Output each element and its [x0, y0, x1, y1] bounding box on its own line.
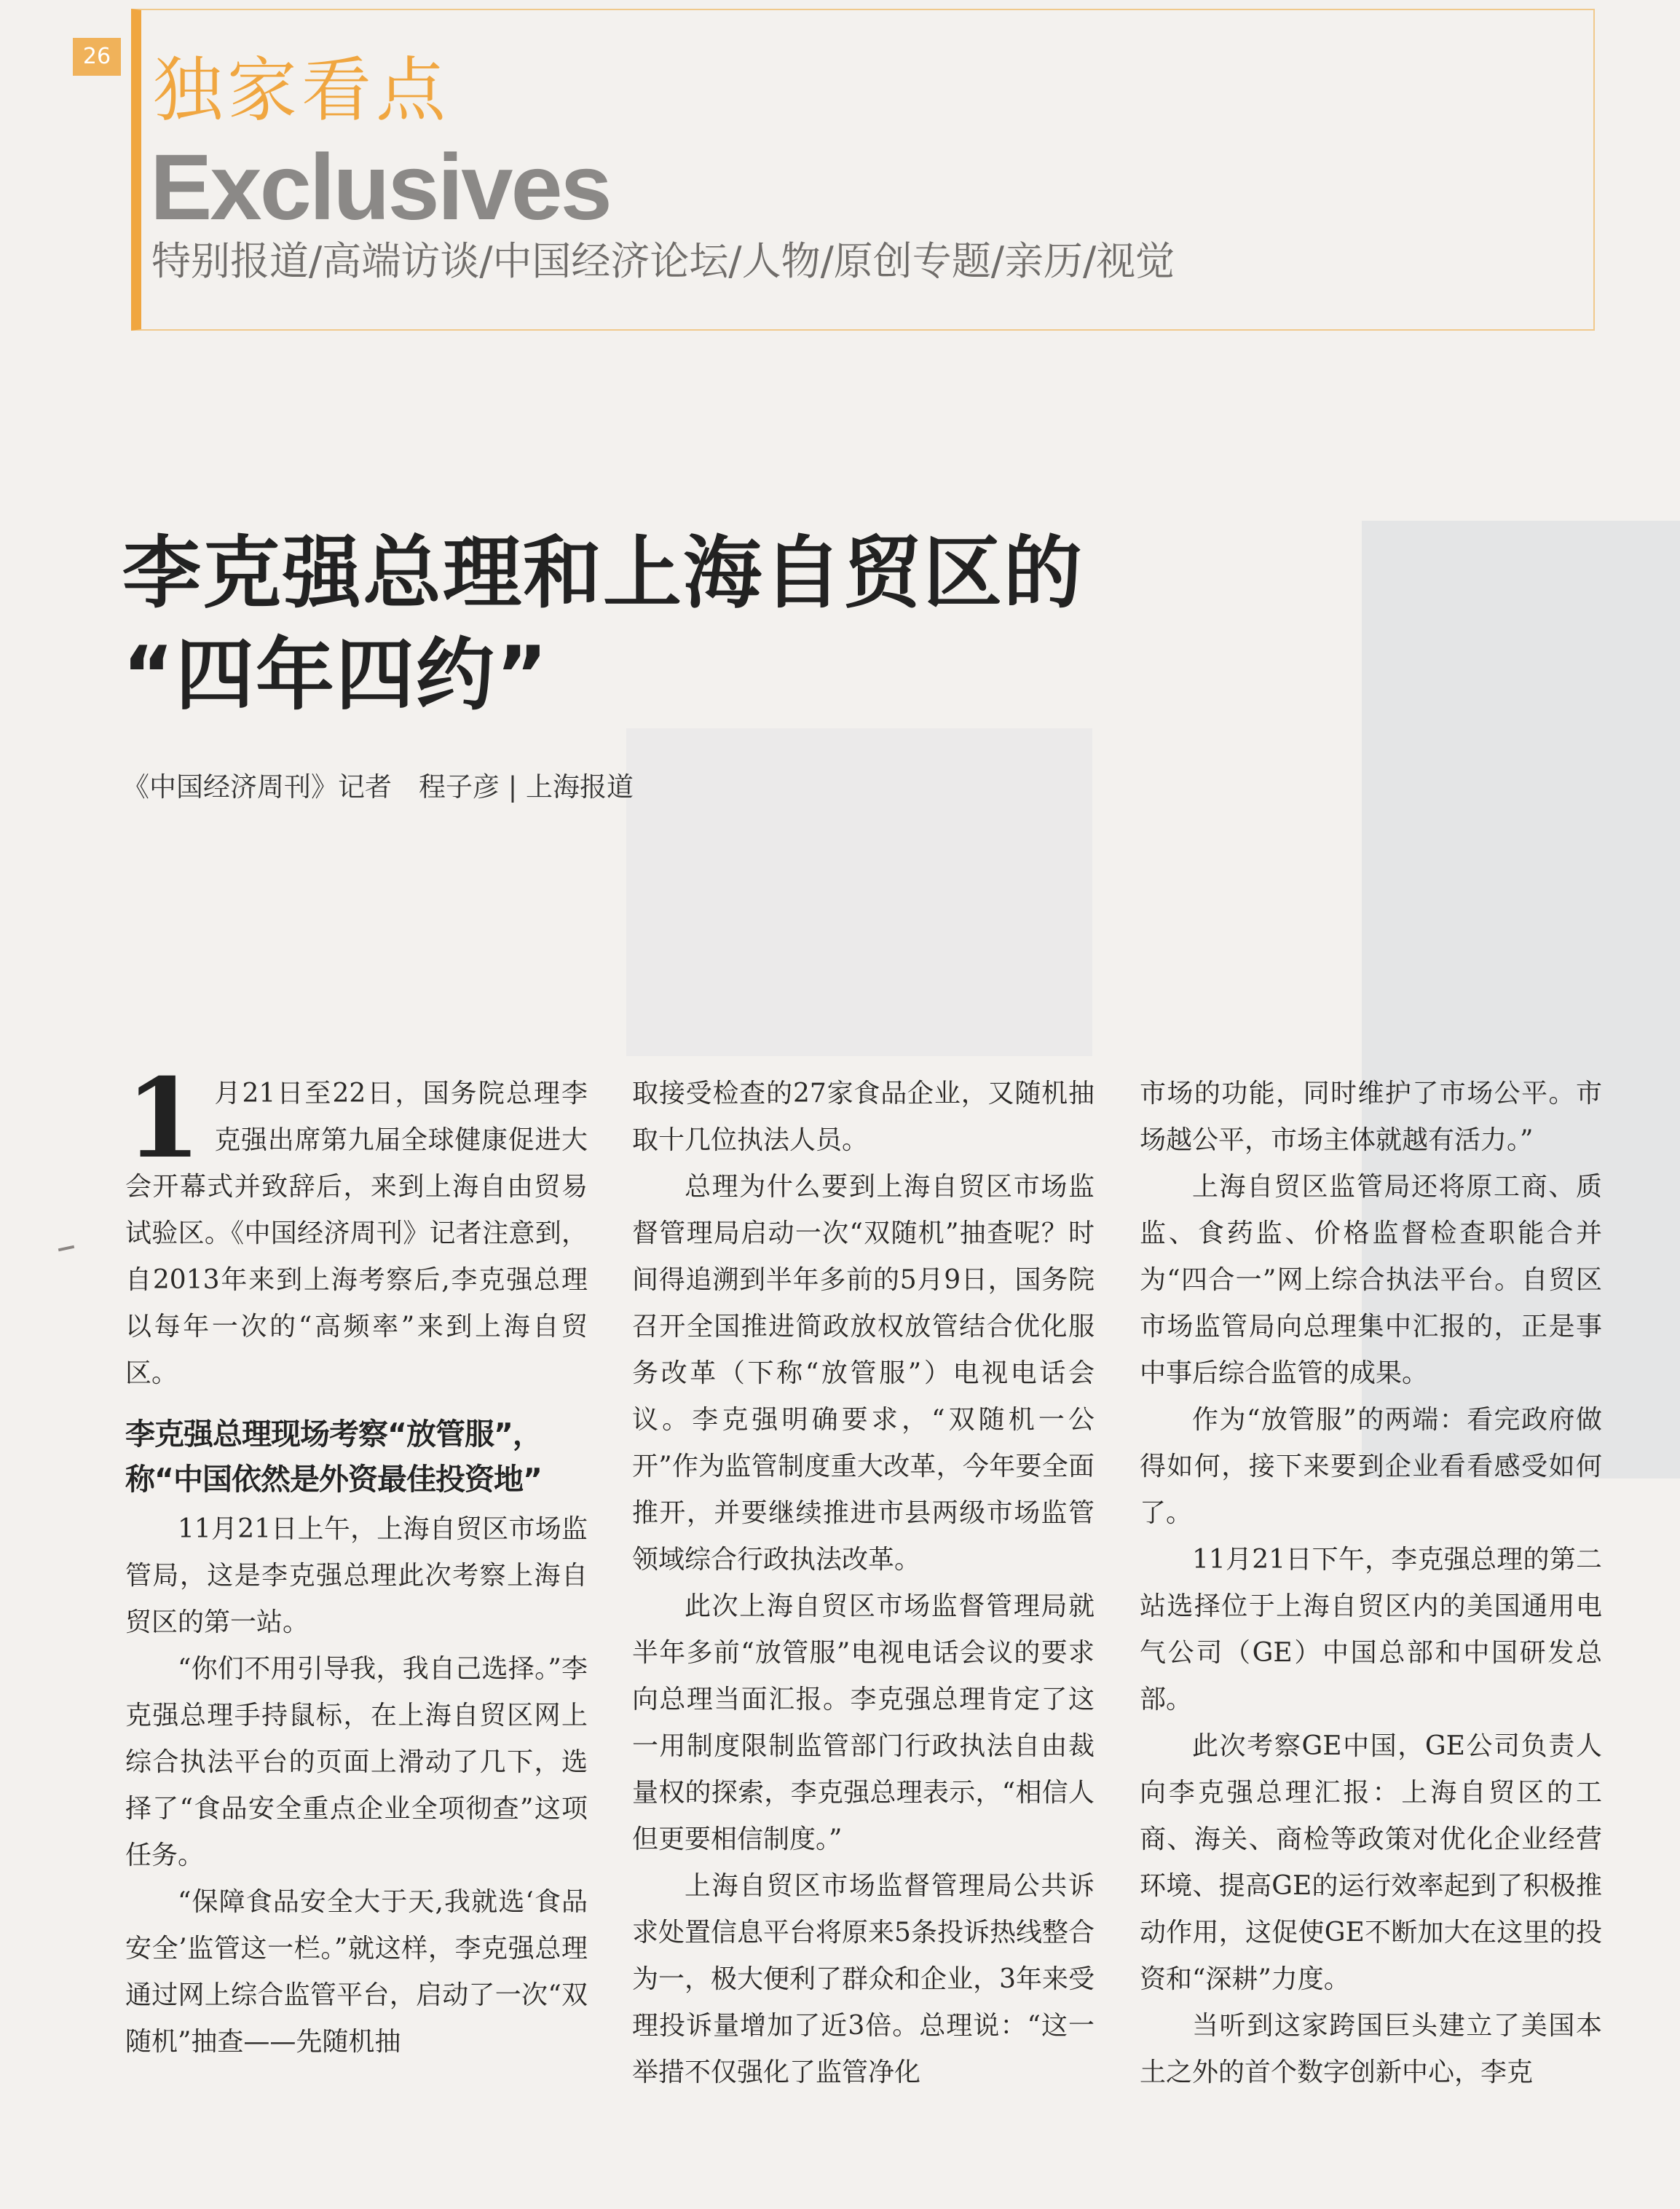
article-column-2: [632, 1071, 1095, 2096]
paragraph: 此次考察GE中国，GE公司负责人向李克强总理汇报：上海自贸区的工商、海关、商检等政策对优化企业经营环境、提高GE的运行效率起到了积极推动作用，这促使GE不断加大在这里的投资和“深耕”力度。: [1140, 1731, 1602, 1994]
margin-mark: [58, 1245, 74, 1251]
drop-cap: 1: [125, 1055, 202, 1183]
paragraph: 作为“放管服”的两端：看完政府做得如何，接下来要到企业看看感受如何了。: [1140, 1405, 1602, 1528]
paragraph: 市场的功能，同时维护了市场公平。市场越公平，市场主体就越有活力。”: [1140, 1079, 1602, 1155]
paragraph: 当听到这家跨国巨头建立了美国本土之外的首个数字创新中心，李克: [1140, 2011, 1602, 2087]
paragraph: 取接受检查的27家食品企业，又随机抽取十几位执法人员。: [632, 1079, 1095, 1155]
section-title-cn: 独家看点: [153, 50, 450, 131]
paragraph: “保障食品安全大于天,我就选‘食品安全’监管这一栏。”就这样，李克强总理通过网上综合监管平台，启动了一次“双随机”抽查——先随机抽: [125, 1887, 588, 2057]
headline-line-2: “四年四约”: [122, 630, 549, 721]
article-column-1: [125, 1055, 588, 2066]
paragraph: 上海自贸区监管局还将原工商、质监、食药监、价格监督检查职能合并为“四合一”网上综合执法平台。自贸区市场监管局向总理集中汇报的，正是事中事后综合监管的成果。: [1140, 1172, 1602, 1388]
headline-line-1: 李克强总理和上海自贸区的: [122, 528, 1084, 619]
page-number: 26: [73, 38, 121, 76]
article-column-3: [1140, 1071, 1602, 2096]
article-subheading: 李克强总理现场考察“放管服”，称“中国依然是外资最佳投资地”: [125, 1417, 542, 1497]
article-byline: 《中国经济周刊》记者 程子彦 | 上海报道: [122, 771, 634, 803]
article-headline: [122, 523, 1084, 727]
paragraph: 11月21日下午，李克强总理的第二站选择位于上海自贸区内的美国通用电气公司（GE）中国总部和中国研发总部。: [1140, 1545, 1602, 1714]
paragraph: “你们不用引导我，我自己选择。”李克强总理手持鼠标，在上海自贸区网上综合执法平台的页面上滑动了几下，选择了“食品安全重点企业全项彻查”这项任务。: [125, 1654, 588, 1870]
paragraph: 总理为什么要到上海自贸区市场监督管理局启动一次“双随机”抽查呢？时间得追溯到半年多前的5月9日，国务院召开全国推进简政放权放管结合优化服务改革（下称“放管服”）电视电话会议。李克强明确要求，“双随机一公开”作为监管制度重大改革，今年要全面推开，并要继续推进市县两级市场监管领域综合行政执法改革。: [632, 1172, 1095, 1575]
paragraph: 11月21日上午，上海自贸区市场监管局，这是李克强总理此次考察上海自贸区的第一站。: [125, 1514, 588, 1637]
paragraph: 此次上海自贸区市场监督管理局就半年多前“放管服”电视电话会议的要求向总理当面汇报。李克强总理肯定了这一用制度限制监管部门行政执法自由裁量权的探索，李克强总理表示，“相信人但更要相信制度。”: [632, 1591, 1095, 1854]
section-title-en: Exclusives: [150, 135, 610, 240]
paragraph: 月21日至22日，国务院总理李克强出席第九届全球健康促进大会开幕式并致辞后，来到上海自由贸易试验区。《中国经济周刊》记者注意到，自2013年来到上海考察后,李克强总理以每年一次的“高频率”来到上海自贸区。: [125, 1079, 588, 1388]
bleed-through-photo-2: [626, 728, 1092, 1056]
paragraph: 上海自贸区市场监督管理局公共诉求处置信息平台将原来5条投诉热线整合为一，极大便利了群众和企业，3年来受理投诉量增加了近3倍。总理说：“这一举措不仅强化了监管净化: [632, 1871, 1095, 2087]
section-categories: 特别报道/高端访谈/中国经济论坛/人物/原创专题/亲历/视觉: [151, 238, 1175, 284]
